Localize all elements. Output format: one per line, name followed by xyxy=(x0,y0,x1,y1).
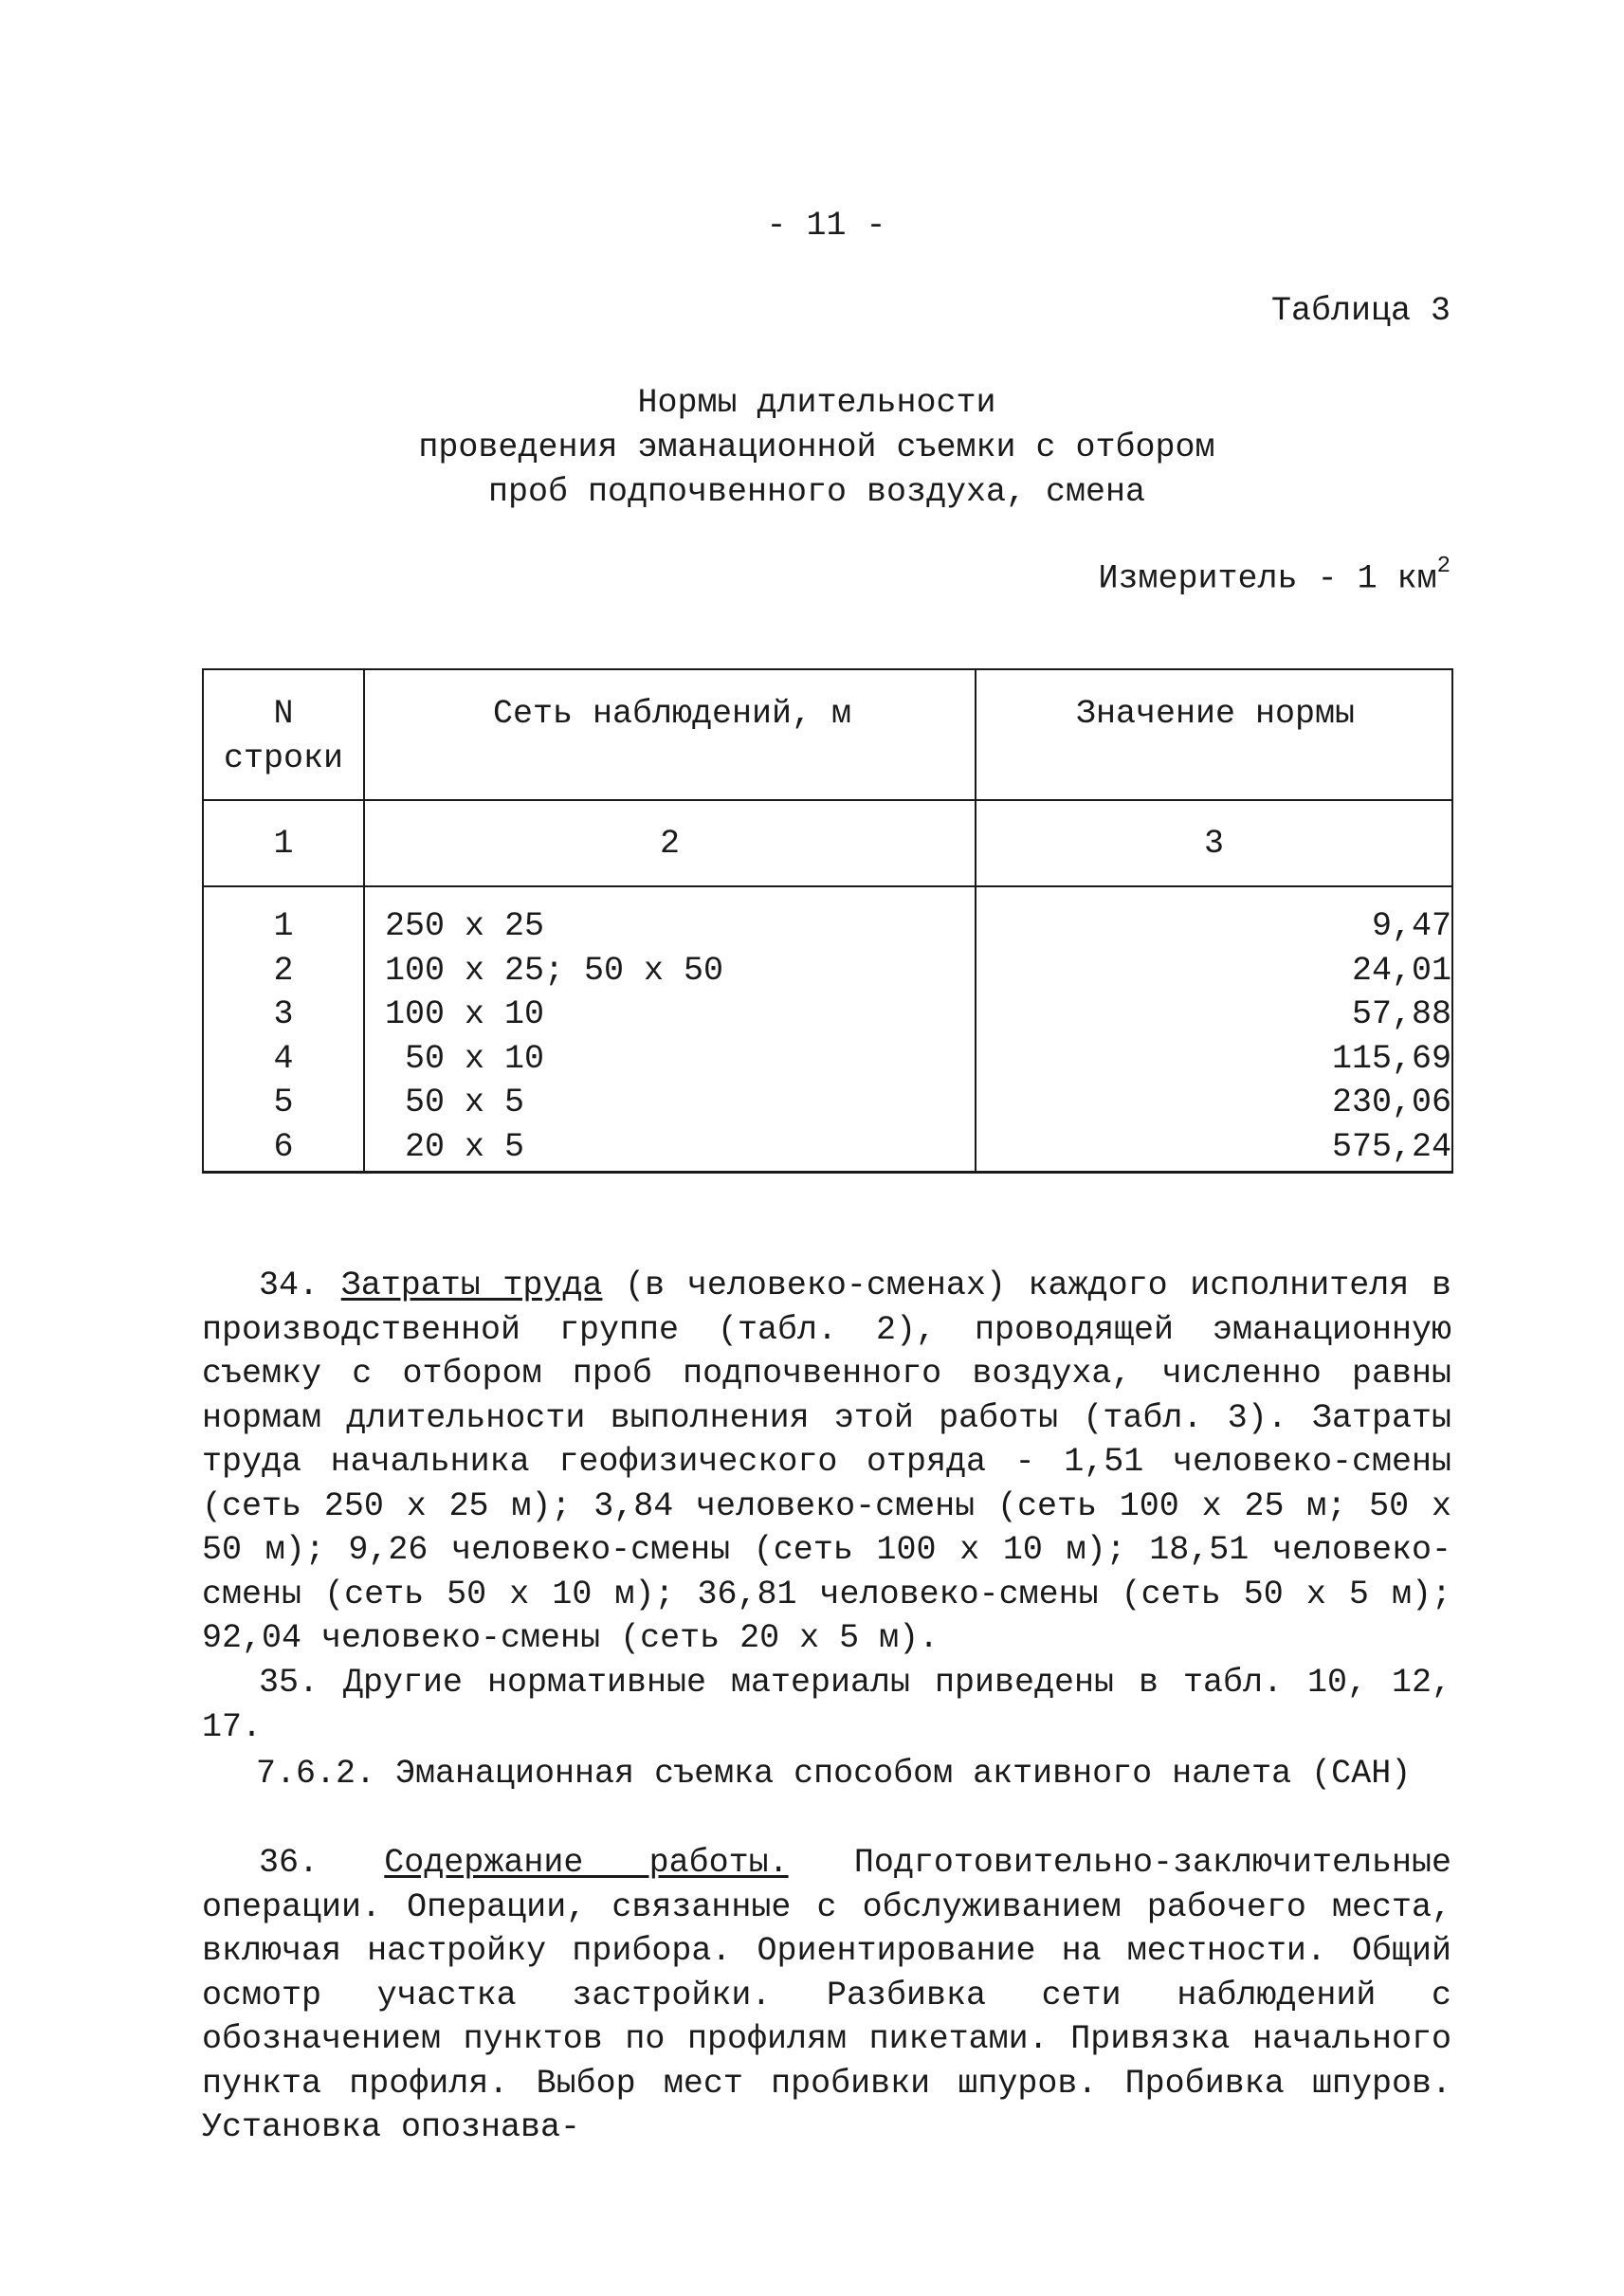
header-row-number-line-2: строки xyxy=(223,738,344,777)
table-header-row xyxy=(203,669,1452,800)
row-number: 6 xyxy=(203,1125,364,1173)
table-row xyxy=(203,1081,1452,1125)
row-network: 20 x 5 xyxy=(364,1125,976,1173)
column-number-3: 3 xyxy=(976,800,1452,886)
column-number-row xyxy=(203,800,1452,886)
paragraph-36-text: Подготовительно-заключительные операции. Операции, связанные с обслуживанием рабочего места, включая настройку прибора. Ориентирование на местности. Общий осмотр участка застройки. Разбивка сети наблюдений с обозначением пунктов по профилям пикетами. Привязка начального пункта профиля. Выбор мест пробивки шпуров. Пробивка шпуров. Установка опознава- xyxy=(202,1844,1451,2146)
row-norm-value: 57,88 xyxy=(976,993,1452,1037)
row-number: 1 xyxy=(203,886,364,949)
measure-text: Измеритель - 1 км xyxy=(1098,559,1437,598)
row-network: 100 x 10 xyxy=(364,993,976,1037)
paragraph-34-heading: Затраты труда xyxy=(340,1266,603,1304)
row-number: 5 xyxy=(203,1081,364,1125)
row-network: 250 x 25 xyxy=(364,886,976,949)
row-norm-value: 230,06 xyxy=(976,1081,1452,1125)
row-network: 50 x 5 xyxy=(364,1081,976,1125)
row-norm-value: 24,01 xyxy=(976,949,1452,993)
table-label: Таблица 3 xyxy=(1270,292,1451,330)
table-row xyxy=(203,993,1452,1037)
header-network: Сеть наблюдений, м xyxy=(364,669,976,800)
paragraph-35-text: 35. Другие нормативные материалы приведены в табл. 10, 12, 17. xyxy=(202,1664,1451,1746)
header-norm-value: Значение нормы xyxy=(976,669,1452,800)
measure-superscript: 2 xyxy=(1436,554,1451,579)
table-row xyxy=(203,886,1452,949)
section-heading-7-6-2: 7.6.2. Эманационная съемка способом активного налета (САН) xyxy=(256,1755,1412,1793)
header-row-number-line-1: N xyxy=(273,695,294,733)
title-line-3: проб подпочвенного воздуха, смена xyxy=(487,473,1146,511)
paragraph-36-number: 36. xyxy=(259,1844,319,1882)
column-number-2: 2 xyxy=(364,800,976,886)
table-row xyxy=(203,1037,1452,1082)
row-number: 2 xyxy=(203,949,364,993)
paragraph-35 xyxy=(202,1661,1451,1749)
row-norm-value: 115,69 xyxy=(976,1037,1452,1082)
row-network: 100 x 25; 50 x 50 xyxy=(364,949,976,993)
measure-unit xyxy=(1098,554,1451,598)
page-number: - 11 - xyxy=(766,207,886,245)
table-row xyxy=(203,1125,1452,1173)
paragraph-36 xyxy=(202,1841,1451,2150)
row-norm-value: 575,24 xyxy=(976,1125,1452,1173)
header-row-number xyxy=(203,669,364,800)
row-number: 4 xyxy=(203,1037,364,1082)
paragraph-36-heading: Содержание работы. xyxy=(384,1844,789,1882)
row-network: 50 x 10 xyxy=(364,1037,976,1082)
paragraph-34-text: (в человеко-сменах) каждого исполнителя в производственной группе (табл. 2), проводящей эманационную съемку с отбором проб подпочвенного воздуха, численно равны нормам длительности выполнения этой работы (табл. 3). Затраты труда начальника геофизического отряда - 1,51 человеко-смены (сеть 250 х 25 м); 3,84 человеко-смены (сеть 100 х 25 м; 50 х 50 м); 9,26 человеко-смены (сеть 100 х 10 м); 18,51 человеко-смены (сеть 50 х 10 м); 36,81 человеко-смены (сеть 50 х 5 м); 92,04 человеко-смены (сеть 20 х 5 м). xyxy=(202,1266,1451,1657)
title-line-2: проведения эманационной съемки с отбором xyxy=(418,428,1215,466)
column-number-1: 1 xyxy=(203,800,364,886)
title-line-1: Нормы длительности xyxy=(637,384,996,422)
norms-table xyxy=(202,668,1453,1174)
row-number: 3 xyxy=(203,993,364,1037)
row-norm-value: 9,47 xyxy=(976,886,1452,949)
table-title xyxy=(0,381,1624,515)
table-row xyxy=(203,949,1452,993)
paragraph-34-number: 34. xyxy=(259,1266,319,1304)
paragraph-34 xyxy=(202,1264,1451,1661)
